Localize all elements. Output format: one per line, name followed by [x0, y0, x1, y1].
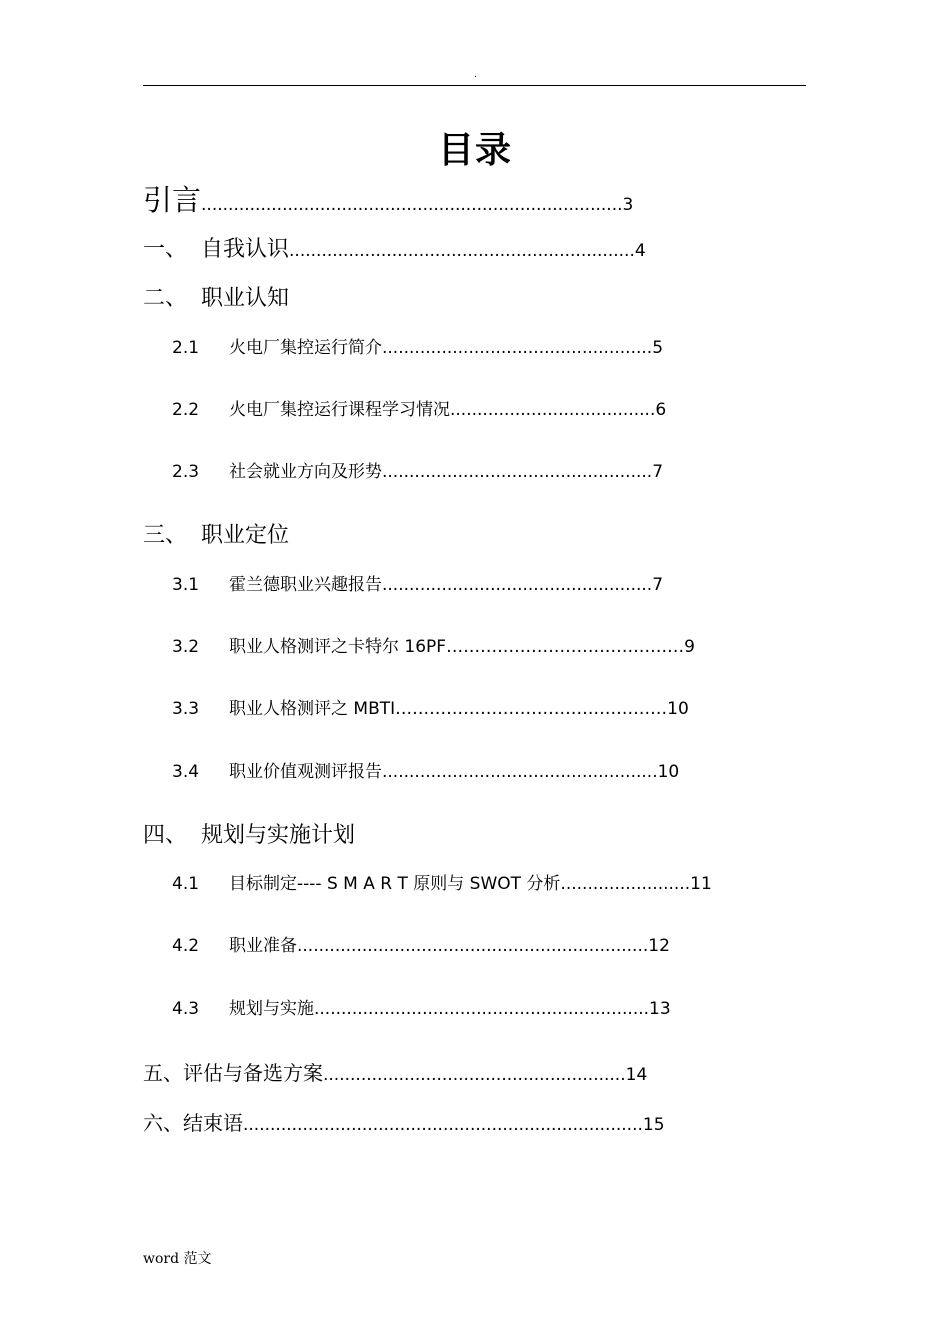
- toc-entry-planning[interactable]: 四、 规划与实施计划: [143, 823, 356, 848]
- toc-entry-3-4[interactable]: 3.4 职业价值观测评报告...................................................10: [172, 762, 680, 782]
- toc-entry-4-2[interactable]: 4.2 职业准备.................................................................12: [172, 936, 670, 956]
- toc-entry-self-knowledge[interactable]: 一、 自我认识................................................................4: [143, 237, 646, 262]
- toc-entry-career-positioning[interactable]: 三、 职业定位: [143, 523, 290, 548]
- toc-entry-2-3[interactable]: 2.3 社会就业方向及形势..................................................7: [172, 462, 664, 482]
- toc-entry-intro[interactable]: 引言..............................................................................3: [143, 183, 634, 217]
- toc-entry-2-2[interactable]: 2.2 火电厂集控运行课程学习情况......................................6: [172, 400, 667, 420]
- header-rule: [143, 85, 806, 86]
- toc-entry-conclusion[interactable]: 六、结束语..........................................................................15: [143, 1111, 665, 1135]
- toc-entry-3-1[interactable]: 3.1 霍兰德职业兴趣报告..................................................7: [172, 575, 664, 595]
- toc-entry-4-1[interactable]: 4.1 目标制定---- S M A R T 原则与 SWOT 分析........................11: [172, 874, 712, 894]
- toc-entry-3-3[interactable]: 3.3 职业人格测评之 MBTI…………………………………………10: [172, 699, 689, 719]
- toc-entry-4-3[interactable]: 4.3 规划与实施..............................................................13: [172, 999, 671, 1019]
- footer-text: word 范文: [143, 1251, 212, 1267]
- toc-title: 目录: [437, 130, 512, 171]
- toc-entry-2-1[interactable]: 2.1 火电厂集控运行简介..................................................5: [172, 338, 664, 358]
- toc-entry-career-cognition[interactable]: 二、 职业认知: [143, 286, 290, 311]
- toc-entry-3-2[interactable]: 3.2 职业人格测评之卡特尔 16PF……………………………………9: [172, 637, 695, 657]
- header-mark: .: [474, 69, 478, 80]
- toc-entry-evaluation[interactable]: 五、评估与备选方案........................................................14: [143, 1061, 648, 1085]
